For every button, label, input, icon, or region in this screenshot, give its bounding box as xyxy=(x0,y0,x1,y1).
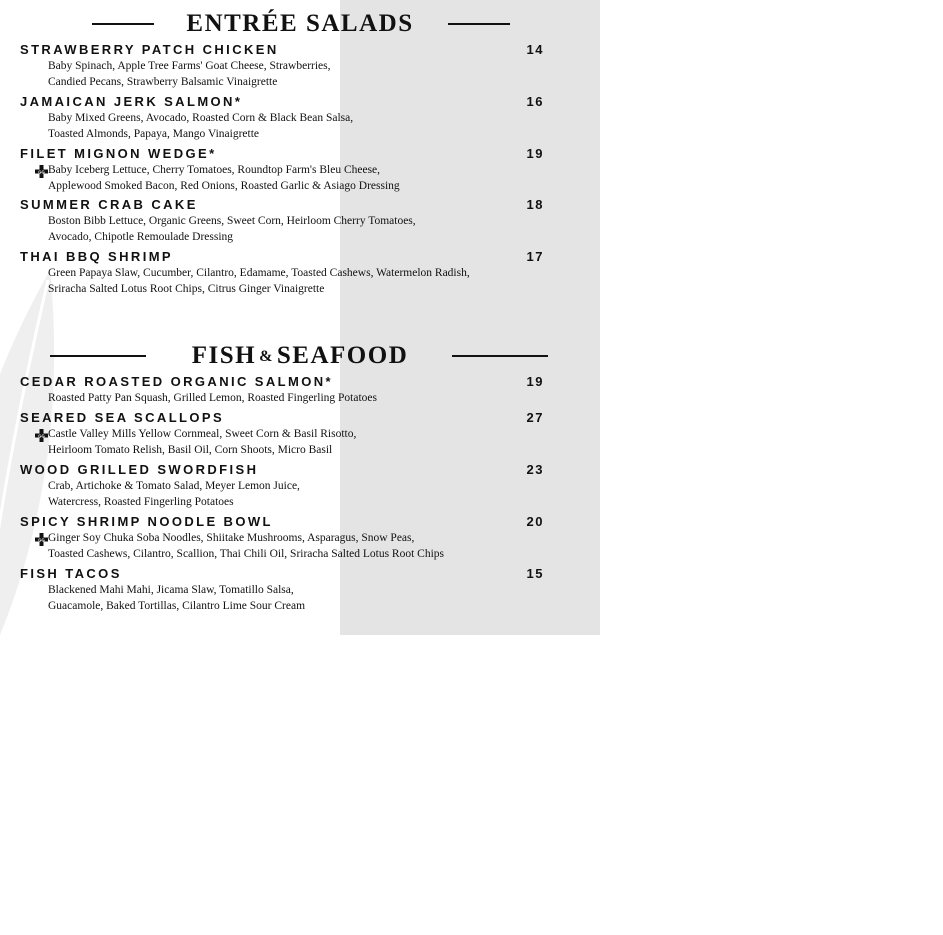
item-name: THAI BBQ SHRIMP xyxy=(20,249,173,264)
item-name: SUMMER CRAB CAKE xyxy=(20,197,198,212)
item-name: STRAWBERRY PATCH CHICKEN xyxy=(20,42,279,57)
item-price: 27 xyxy=(526,410,544,425)
item-description: Baby Spinach, Apple Tree Farms' Goat Cheese, Strawberries, Candied Pecans, Strawberry Balsamic Vinaigrette xyxy=(48,60,331,88)
item-description: GG Baby Iceberg Lettuce, Cherry Tomatoes, Roundtop Farm's Bleu Cheese, Applewood Smoked Bacon, Red Onions, Roasted Garlic & Asiago Dressing xyxy=(48,163,488,194)
item-price: 20 xyxy=(526,514,544,529)
item-name: JAMAICAN JERK SALMON* xyxy=(20,94,243,109)
item-price: 15 xyxy=(526,566,544,581)
section-title: ENTRÉE SALADS xyxy=(186,10,414,37)
section-header-fish-seafood xyxy=(0,341,600,371)
item-description: Crab, Artichoke & Tomato Salad, Meyer Lemon Juice, Watercress, Roasted Fingerling Potatoes xyxy=(48,480,300,508)
item-price: 19 xyxy=(526,146,544,161)
item-name: SPICY SHRIMP NOODLE BOWL xyxy=(20,514,273,529)
item-description: GG Ginger Soy Chuka Soba Noodles, Shiitake Mushrooms, Asparagus, Snow Peas, Toasted Cashews, Cilantro, Scallion, Thai Chili Oil, Sriracha Salted Lotus Root Chips xyxy=(48,531,488,562)
svg-text:GG: GG xyxy=(38,169,45,175)
item-description: GG Castle Valley Mills Yellow Cornmeal, Sweet Corn & Basil Risotto, Heirloom Tomato Relish, Basil Oil, Corn Shoots, Micro Basil xyxy=(48,427,488,458)
gluten-free-badge-icon xyxy=(35,429,48,442)
item-description: Roasted Patty Pan Squash, Grilled Lemon, Roasted Fingerling Potatoes xyxy=(48,392,377,404)
svg-text:GG: GG xyxy=(38,433,45,439)
item-description: Blackened Mahi Mahi, Jicama Slaw, Tomatillo Salsa, Guacamole, Baked Tortillas, Cilantro Lime Sour Cream xyxy=(48,584,306,612)
item-name: SEARED SEA SCALLOPS xyxy=(20,410,225,425)
item-price: 18 xyxy=(526,197,544,212)
item-price: 17 xyxy=(526,249,544,264)
item-description: Baby Mixed Greens, Avocado, Roasted Corn & Black Bean Salsa, Toasted Almonds, Papaya, Mango Vinaigrette xyxy=(48,112,354,140)
item-price: 23 xyxy=(526,462,544,477)
section-title: FISH & SEAFOOD xyxy=(191,342,409,369)
item-description: Boston Bibb Lettuce, Organic Greens, Sweet Corn, Heirloom Cherry Tomatoes, Avocado, Chipotle Remoulade Dressing xyxy=(48,215,416,243)
item-price: 19 xyxy=(526,374,544,389)
item-name: WOOD GRILLED SWORDFISH xyxy=(20,462,259,477)
svg-text:GG: GG xyxy=(38,537,45,543)
item-price: 14 xyxy=(526,42,544,57)
item-name: FILET MIGNON WEDGE* xyxy=(20,146,217,161)
item-price: 16 xyxy=(526,94,544,109)
item-name: CEDAR ROASTED ORGANIC SALMON* xyxy=(20,374,333,389)
watermark-text: MEYER xyxy=(683,10,943,935)
gluten-free-badge-icon xyxy=(35,165,48,178)
gluten-free-badge-icon xyxy=(35,533,48,546)
item-name: FISH TACOS xyxy=(20,566,122,581)
item-description: Green Papaya Slaw, Cucumber, Cilantro, Edamame, Toasted Cashews, Watermelon Radish, Sriracha Salted Lotus Root Chips, Citrus Ginger Vinaigrette xyxy=(48,267,470,295)
section-header-entree-salads xyxy=(0,9,600,39)
